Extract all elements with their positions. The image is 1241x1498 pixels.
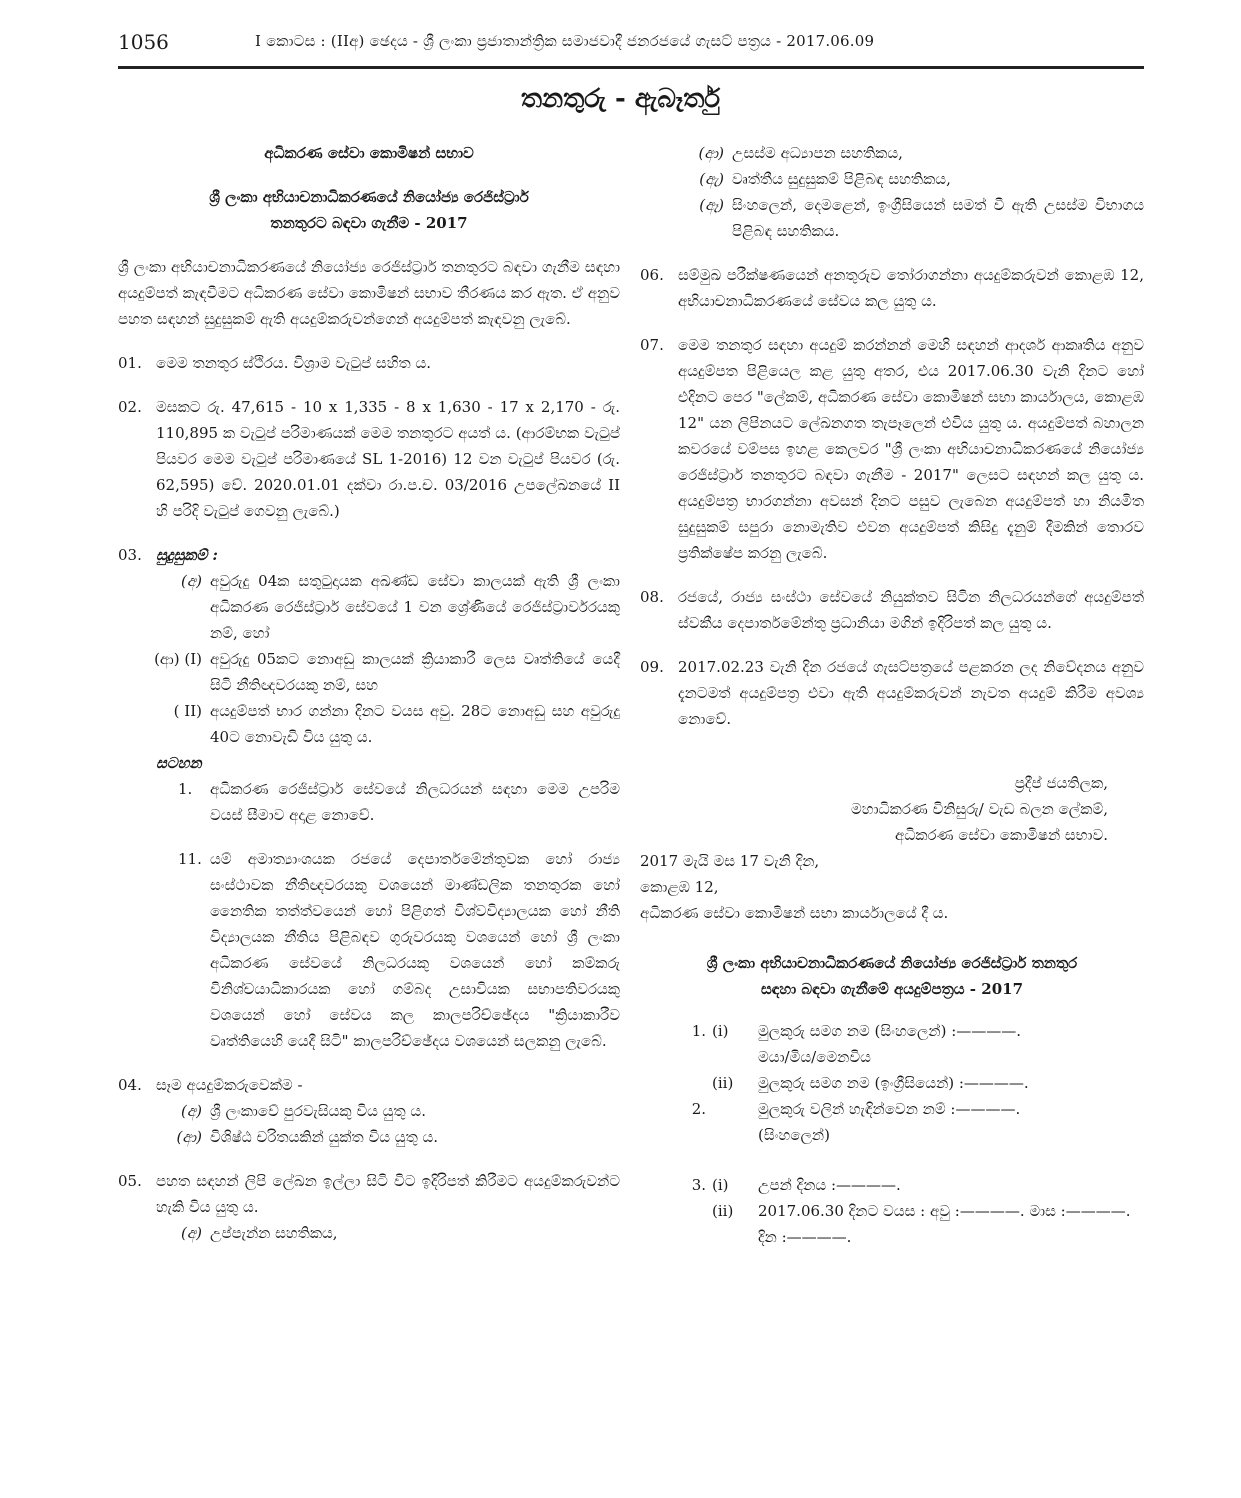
field-label: (i) — [712, 1176, 729, 1194]
field-text: මුලකුරු සමග නම (ඉංග්‍රීසියෙන්) :————. — [758, 1074, 1029, 1092]
item-label: ( II) — [173, 702, 202, 720]
paragraph-03 — [118, 542, 620, 568]
paragraph-number: 09. — [640, 658, 664, 676]
field-text: (සිංහලෙන්) — [758, 1126, 830, 1144]
paragraph-04 — [118, 1072, 620, 1098]
form-field-3-i — [640, 1172, 1144, 1198]
paragraph-07 — [640, 332, 1144, 566]
document-a — [118, 1220, 620, 1246]
signatory-name: ප්‍රදීප් ජයතිලක, — [1014, 774, 1108, 792]
item-text: උප්පැන්න සහතිකය, — [210, 1224, 338, 1242]
paragraph-number: 06. — [640, 266, 664, 284]
paragraph-02 — [118, 394, 620, 524]
paragraph-number: 02. — [118, 398, 142, 416]
form-field-1-i-sub — [640, 1044, 1144, 1070]
left-column — [118, 140, 620, 1246]
item-text: උසස්ම අධ්‍යාපන සහතිකය, — [732, 144, 903, 162]
form-title-line1: ශ්‍රී ලංකා අභියාචනාධිකරණයේ නියෝජ්‍ය රෙජිස්ට්‍රාර් තනතුර — [706, 954, 1078, 972]
header-rule — [118, 66, 1144, 69]
right-column — [640, 140, 1144, 1250]
field-number: 3. — [691, 1176, 706, 1194]
paragraph-text: රජයේ, රාජ්‍ය සංස්ථා සේවයේ නියුක්තව සිටින නිලධරයන්ගේ අයදුම්පත් ස්වකීය දෙපාර්තමේන්තු ප්‍රධානියා මගින් ඉදිරිපත් කල යුතු ය. — [678, 588, 1144, 632]
requirement-b — [118, 1124, 620, 1150]
paragraph-number: 01. — [118, 354, 142, 372]
signatory-title: මහාධිකරණ විනිසුරු/ වැඩ බලන ලේකම්, — [851, 800, 1108, 818]
form-field-1-ii — [640, 1070, 1144, 1096]
note-1 — [118, 776, 620, 828]
paragraph-text: මසකට රු. 47,615 - 10 x 1,335 - 8 x 1,630 - 17 x 2,170 - රු. 110,895 ක වැටුප් පරිමාණයක් මෙම තනතුරට අයත් ය. (ආරම්භක වැටුප් පියවර මෙම වැටුප් පරිමාණයේ SL 1-2016) 12 වන වැටුප් පියවර (රු. 62,595) වේ. 2020.01.01 දක්වා රා.ප.ච. 03/2016 උපලේඛනයේ II හි පරිදි වැටුප් ගෙවනු ලැබේ.) — [156, 398, 620, 520]
item-text: අවුරුදු 05කට නොඅඩු කාලයක් ක්‍රියාකාරී ලෙස වෘත්තියේ යෙදී සිටි නීතිඥවරයකු නම්, සහ — [210, 650, 620, 694]
note-text: යම් අමාත්‍යාංශයක රජයේ දෙපාර්තමේන්තුවක හෝ රාජ්‍ය සංස්ථාවක නීතිඥවරයකු වශයෙන් මාණ්ඩලික තනතුරක හෝ නෛතික තත්ත්වයෙන් හෝ පිළිගත් විශ්වවිද්‍යාලයක හෝ නීති විද්‍යාලයක නීතිය පිළිබඳව ගුරුවරයකු වශයෙන් හෝ ශ්‍රී ලංකා අධිකරණ සේවයේ නිලධරයකු වශයෙන් හෝ කම්කරු විනිශ්චයාධිකාරයක හෝ ගම්බද උසාවියක සභාපතිවරයකු වශයෙන් හෝ සේවය කල කාලපරිච්ඡේදය "ක්‍රියාකාරීව වෘත්තියෙහි යෙදී සිටි" කාලපරිච්ඡේදය වශයෙන් සලකනු ලැබේ. — [210, 850, 620, 1050]
item-text: ශ්‍රී ලංකාවේ පුරවැසියකු විය යුතු ය. — [210, 1102, 426, 1120]
field-label: (ii) — [712, 1074, 734, 1092]
note-number: 1. — [178, 780, 193, 798]
document-d — [640, 192, 1144, 244]
item-text: වෘත්තීය සුදුසුකම් පිළිබඳ සහතිකය, — [732, 170, 951, 188]
paragraph-number: 07. — [640, 336, 664, 354]
item-label: (ඇ) — [699, 170, 724, 188]
form-field-1-i — [640, 1018, 1144, 1044]
item-label: (අ) — [181, 572, 202, 590]
issue-place: කොළඹ 12, — [640, 878, 719, 896]
paragraph-text: සෑම අයදුම්කරුවෙක්ම - — [156, 1076, 303, 1094]
field-text: මයා/මිය/මෙනවිය — [758, 1048, 871, 1066]
intro-paragraph: ශ්‍රී ලංකා අභියාචනාධිකරණයේ නියෝජ්‍ය රෙජිස්ට්‍රාර් තනතුරට බඳවා ගැනීම සඳහා අයදුම්පත් කැඳවීමට අධිකරණ සේවා කොමිෂන් සභාව තීරණය කර ඇත. ඒ අනුව පහත සඳහන් සුදුසුකම් ඇති අයදුම්කරුවන්ගෙන් අයදුම්පත් කැඳවනු ලැබේ. — [118, 258, 620, 328]
note-text: අධිකරණ රෙජිස්ට්‍රාර් සේවයේ නිලධරයන් සඳහා මෙම උපරිම වයස් සීමාව අදාළ නොවේ. — [210, 780, 620, 824]
issue-date: 2017 මැයි මස 17 වැනි දින, — [640, 852, 820, 870]
item-text: විශිෂ්ඨ චරිතයකින් යුක්ත විය යුතු ය. — [210, 1128, 439, 1146]
notes-heading: සටහන — [156, 754, 202, 772]
paragraph-01 — [118, 350, 620, 376]
paragraph-05 — [118, 1168, 620, 1220]
qualification-a — [118, 568, 620, 646]
notice-title-line2: තනතුරට බඳවා ගැනීම - 2017 — [270, 214, 468, 232]
paragraph-text: සම්මුඛ පරීක්ෂණයෙන් අනතුරුව තෝරාගන්නා අයදුම්කරුවන් කොළඹ 12, අභියාචනාධිකරණයේ සේවය කල යුතු ය. — [678, 266, 1144, 310]
qualifications-heading: සුදුසුකම් : — [156, 546, 218, 564]
notice-title-line1: ශ්‍රී ලංකා අභියාචනාධිකරණයේ නියෝජ්‍ය රෙජිස්ට්‍රාර් — [209, 188, 529, 206]
field-label: (ii) — [712, 1202, 734, 1220]
field-number: 1. — [691, 1022, 706, 1040]
note-11 — [118, 846, 620, 1054]
paragraph-text: මෙම තනතුර ස්ථිරය. විශ්‍රාම වැටුප් සහිත ය. — [156, 354, 432, 372]
item-label: (ආ) — [176, 1128, 202, 1146]
item-label: (ආ) (I) — [154, 650, 202, 668]
paragraph-number: 05. — [118, 1172, 142, 1190]
item-label: (අ) — [181, 1224, 202, 1242]
item-label: (අ) — [181, 1102, 202, 1120]
field-text: මුලකුරු සමග නම (සිංහලෙන්) :————. — [758, 1022, 1022, 1040]
requirement-a — [118, 1098, 620, 1124]
paragraph-number: 04. — [118, 1076, 142, 1094]
signatory-office: අධිකරණ සේවා කොමිෂන් සභාව. — [895, 826, 1108, 844]
running-head: I කොටස : (IIඅ) ඡෙදය - ශ්‍රී ලංකා ප්‍රජාතාන්ත්‍රික සමාජවාදී ජනරජයේ ගැසට් පත්‍රය - 2017.06.09 — [255, 32, 875, 50]
form-field-3-ii — [640, 1198, 1144, 1224]
item-text: අයදුම්පත් භාර ගන්නා දිනට වයස අවු. 28ට නොඅඩු සහ අවුරුදු 40ට නොවැඩි විය යුතු ය. — [210, 702, 620, 746]
form-field-2-sub — [640, 1122, 1144, 1148]
field-number: 2. — [691, 1100, 706, 1118]
document-b — [640, 140, 1144, 166]
field-text: 2017.06.30 දිනට වයස : අවු :————. මාස :————. — [758, 1202, 1131, 1220]
paragraph-08 — [640, 584, 1144, 636]
field-text: දින :————. — [758, 1228, 852, 1246]
field-text: මුලකුරු වලින් හැඳින්වෙන නම් :————. — [758, 1100, 1021, 1118]
item-label: (ඈ) — [699, 196, 724, 214]
item-text: සිංහලෙන්, දෙමළෙන්, ඉංග්‍රීසියෙන් සමත් වී ඇති උසස්ම විභාගය පිළිබඳ සහතිකය. — [732, 196, 1144, 240]
form-field-2 — [640, 1096, 1144, 1122]
paragraph-text: පහත සඳහන් ලිපි ලේඛන ඉල්ලා සිටි විට ඉදිරිපත් කිරීමට අයදුම්කරුවන්ට හැකි විය යුතු ය. — [156, 1172, 620, 1216]
field-label: (i) — [712, 1022, 729, 1040]
item-text: අවුරුදු 04ක සතුටුදායක අඛණ්ඩ සේවා කාලයක් ඇති ශ්‍රී ලංකා අධිකරණ රෙජිස්ට්‍රාර් සේවයේ 1 වන ශ්‍රේණියේ රෙජිස්ට්‍රාර්වරයකු නම්, හෝ — [210, 572, 620, 642]
field-text: උපන් දිනය :————. — [758, 1176, 901, 1194]
section-title: තනතුරු - ඇබෑර්තු — [520, 84, 721, 114]
form-field-3-ii-sub — [640, 1224, 1144, 1250]
item-label: (ආ) — [698, 144, 724, 162]
paragraph-09 — [640, 654, 1144, 732]
note-number: 11. — [178, 850, 202, 868]
paragraph-text: මෙම තනතුර සඳහා අයදුම් කරන්නන් මෙහි සඳහන් ආදර්ශ ආකෘතිය අනුව අයදුම්පත පිළියෙල කළ යුතු අතර, එය 2017.06.30 වැනි දිනට හෝ එදිනට පෙර "ලේකම්, අධිකරණ සේවා කොමිෂන් සභා කාර්යාලය, කොළඹ 12" යන ලිපිනයට ලේඛනගත තැපෑලෙන් එවිය යුතු ය. අයදුම්පත් බහාලන කවරයේ වම්පස ඉහළ කෙලවර "ශ්‍රී ලංකා අභියාචනාධිකරණයේ නියෝජ්‍ය රෙජිස්ට්‍රාර් තනතුරට බඳවා ගැනීම - 2017" ලෙසට සඳහන් කල යුතු ය. අයදුම්පත්‍ර භාරගන්නා අවසන් දිනට පසුව ලැබෙන අයදුම්පත් හා නියමිත සුදුසුකම් සපුරා නොමැතිව එවන අයදුම්පත් කිසිදු දැනුම් දීමකින් තොරව ප්‍රතික්ෂේප කරනු ලැබේ. — [678, 336, 1144, 562]
paragraph-number: 08. — [640, 588, 664, 606]
org-name: අධිකරණ සේවා කොමිෂන් සභාව — [264, 144, 474, 162]
page-number: 1056 — [118, 30, 169, 54]
issue-office: අධිකරණ සේවා කොමිෂන් සභා කාර්යාලයේ දී ය. — [640, 904, 949, 922]
paragraph-06 — [640, 262, 1144, 314]
qualification-b-i — [118, 646, 620, 698]
paragraph-text: 2017.02.23 වැනි දින රජයේ ගැසට්පත්‍රයේ පළකරන ලද නිවේදනය අනුව දැනටමත් අයදුම්පත්‍ර එවා ඇති අයදුම්කරුවන් නැවත අයදුම් කිරීම අවශ්‍ය නොවේ. — [678, 658, 1144, 728]
qualification-b-ii — [118, 698, 620, 750]
document-c — [640, 166, 1144, 192]
paragraph-number: 03. — [118, 546, 142, 564]
form-title-line2: සඳහා බඳවා ගැනීමේ අයදුම්පත්‍රය - 2017 — [760, 980, 1024, 998]
